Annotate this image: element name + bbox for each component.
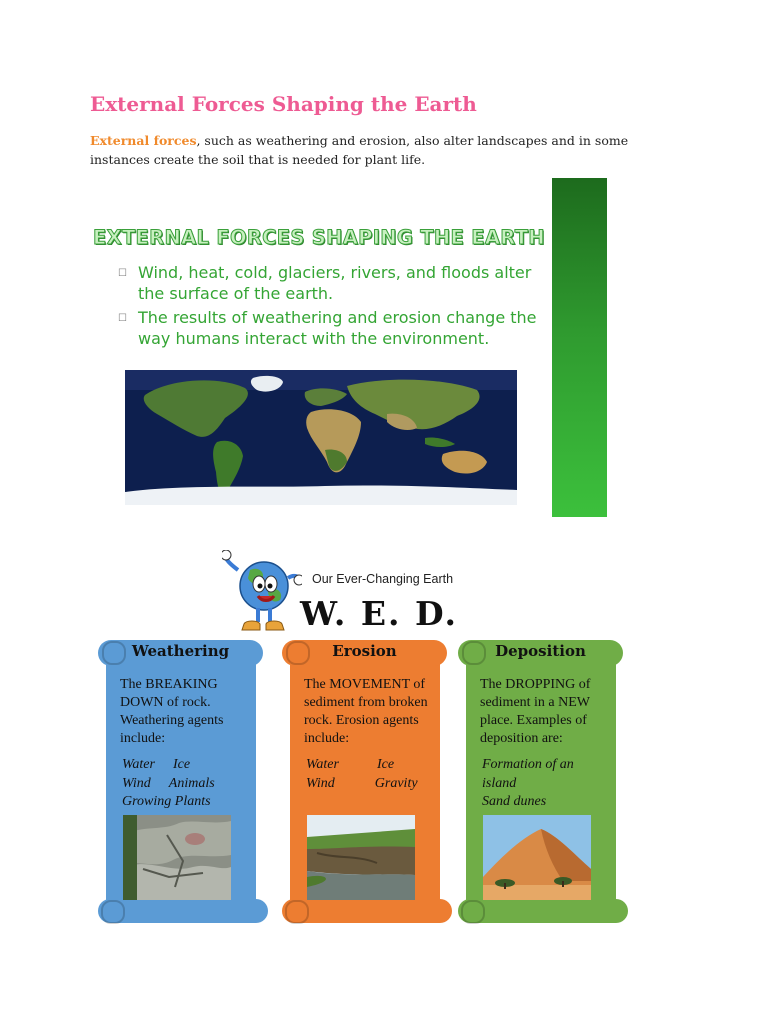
card-item: Ice bbox=[172, 757, 191, 772]
eroded-riverbank-photo bbox=[307, 815, 415, 900]
sand-dune-photo bbox=[483, 815, 591, 900]
card-items bbox=[122, 756, 252, 812]
card-item: Water bbox=[306, 757, 339, 772]
card-item: Sand dunes bbox=[482, 794, 547, 809]
card-item: island bbox=[482, 775, 517, 791]
card-item: Water bbox=[122, 757, 155, 772]
card-title: Erosion bbox=[332, 642, 397, 660]
intro-text: , such as weathering and erosion, also alter landscapes and in some instances create the soil that is needed for plant life. bbox=[90, 133, 629, 167]
card-description: The DROPPING of sediment in a NEW place. Examples of deposition are: bbox=[480, 677, 591, 746]
bullet-box-icon: ☐ bbox=[118, 268, 127, 279]
erosion-card bbox=[282, 640, 447, 925]
card-title: Deposition bbox=[495, 642, 586, 660]
card-description: The BREAKING DOWN of rock. Weathering agents include: bbox=[120, 677, 224, 746]
card-item: Gravity bbox=[374, 775, 418, 791]
card-item: Animals bbox=[168, 775, 215, 791]
card-item: Wind bbox=[306, 775, 335, 791]
slide-bullet-text: Wind, heat, cold, glaciers, rivers, and floods alter the surface of the earth. bbox=[138, 263, 532, 303]
bullet-box-icon: ☐ bbox=[118, 313, 127, 324]
slide-title: EXTERNAL FORCES SHAPING THE EARTH bbox=[93, 226, 545, 249]
wed-subtitle: Our Ever-Changing Earth bbox=[312, 572, 454, 586]
slide-bullet bbox=[118, 307, 538, 349]
intro-paragraph bbox=[90, 131, 680, 169]
world-map-image bbox=[125, 370, 517, 505]
deposition-card bbox=[458, 640, 623, 925]
slide-green-bar bbox=[552, 178, 607, 517]
card-item: Wind bbox=[122, 775, 151, 791]
rock-weathering-photo bbox=[123, 815, 231, 900]
card-description: The MOVEMENT of sediment from broken rock. Erosion agents include: bbox=[304, 677, 428, 746]
card-items bbox=[482, 756, 612, 812]
wed-title: W. E. D. bbox=[300, 594, 458, 633]
slide-bullet bbox=[118, 262, 538, 304]
card-item: Formation of an bbox=[482, 757, 574, 772]
slide-bullet-text: The results of weathering and erosion change the way humans interact with the environment. bbox=[138, 308, 537, 348]
card-title: Weathering bbox=[131, 642, 230, 660]
intro-keyword: External forces bbox=[90, 133, 197, 148]
card-item: Ice bbox=[376, 757, 395, 772]
weathering-card bbox=[98, 640, 263, 925]
card-items bbox=[306, 756, 436, 793]
globe-mascot-icon bbox=[222, 550, 302, 640]
card-item: Growing Plants bbox=[122, 794, 211, 809]
page-heading: External Forces Shaping the Earth bbox=[90, 92, 477, 116]
